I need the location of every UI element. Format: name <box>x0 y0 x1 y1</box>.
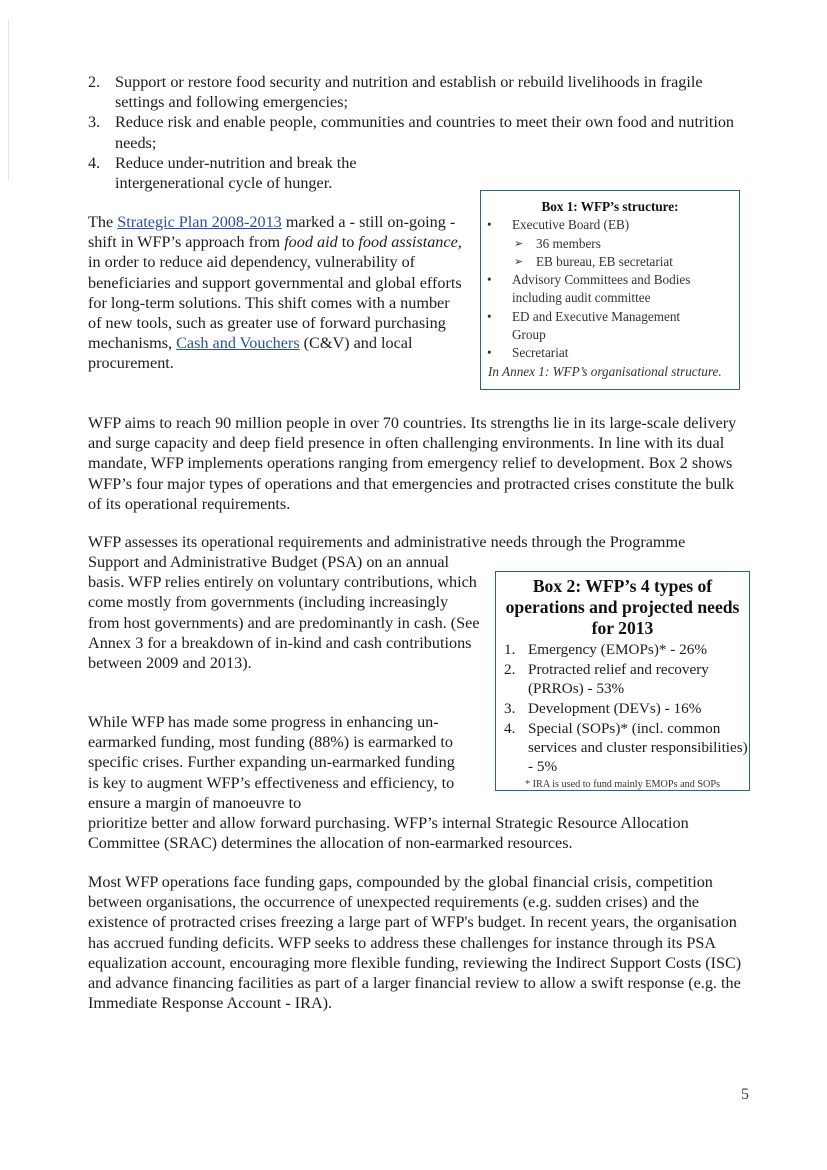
list-number: 4. <box>504 720 516 737</box>
list-text: Support or restore food security and nutrition and establish or rebuild livelihoods in fragile settings and following emergencies; <box>115 73 703 112</box>
structure-item <box>481 271 712 308</box>
operation-type-item <box>496 640 749 659</box>
operation-type-item <box>496 699 749 718</box>
list-number: 2. <box>88 73 101 91</box>
operation-type-text: Development (DEVs) - 16% <box>528 700 702 717</box>
list-number: 4. <box>88 153 101 172</box>
list-text: Reduce risk and enable people, communities and countries to meet their own food and nutrition needs; <box>115 113 735 152</box>
box-wfp-structure <box>480 190 740 390</box>
funding-paragraph: While WFP has made some progress in enhancing un-earmarked funding, most funding (88%) is earmarked to specific crises. Further expanding un-earmarked funding is key to augment WFP’s effectiveness and efficiency, to ensure a margin of manoeuvre to <box>88 713 455 812</box>
funding-gaps-paragraph: Most WFP operations face funding gaps, compounded by the global financial crisis, competition between organisations, the occurrence of unexpected requirements (e.g. sudden crises) and the existence of protracted crises freezing a large part of WFP's budget. In recent years, the organisation has accrued funding deficits. WFP seeks to address these challenges for instance through its PSA equalization account, encouraging more flexible funding, reviewing the Indirect Support Costs (ISC) and advance financing facilities as part of a larger financial review to allow a swift response (e.g. the Immediate Response Account - IRA). <box>88 873 742 1013</box>
text-run: marked a - still on-going - shift in WFP’s approach from <box>88 213 456 252</box>
box-title: Box 2: WFP’s 4 types of operations and projected needs for 2013 <box>505 576 740 638</box>
list-number: 3. <box>504 700 516 717</box>
structure-item-text: Executive Board (EB) <box>512 217 630 233</box>
page-number: 5 <box>741 1086 749 1103</box>
box-title: Box 1: WFP’s structure: <box>541 199 679 214</box>
operation-type-item <box>496 719 749 776</box>
structure-item <box>481 216 739 234</box>
structure-item <box>481 308 712 345</box>
structure-item-text: 36 members <box>536 235 601 251</box>
operation-types-list <box>496 640 749 776</box>
objectives-list <box>88 72 748 193</box>
funding-paragraph-continued: prioritize better and allow forward purchasing. WFP’s internal Strategic Resource Allocation Committee (SRAC) determines the allocation of non-earmarked resources. <box>88 814 689 853</box>
operation-type-text: Special (SOPs)* (incl. common services and cluster responsibilities) - 5% <box>528 720 748 775</box>
text-run: (C&V) and local procurement. <box>88 334 413 373</box>
structure-item-text: Advisory Committees and Bodies including audit committee <box>512 272 691 306</box>
bullet-icon: • <box>487 272 492 288</box>
operations-paragraph: WFP aims to reach 90 million people in over 70 countries. Its strengths lie in its large-scale delivery and surge capacity and deep field presence in often challenging environments. In line with its dual mandate, WFP implements operations ranging from emergency relief to development. Box 2 shows WFP’s four major types of operations and that emergencies and protracted crises constitute the bulk of its operational requirements. <box>88 414 737 513</box>
list-number: 1. <box>504 641 516 658</box>
structure-item-text: ED and Executive Management Group <box>512 308 681 343</box>
operation-type-text: Protracted relief and recovery (PRROs) - 53% <box>528 661 709 697</box>
list-item <box>88 72 748 112</box>
structure-item-text: EB bureau, EB secretariat <box>536 253 673 269</box>
operation-type-text: Emergency (EMOPs)* - 26% <box>528 641 707 658</box>
text-run: in order to reduce aid dependency, vulnerability of beneficiaries and support governmental and global efforts for long-term solutions. This shift comes with a number of new tools, such as greater use of forward purchasing mechanisms, <box>88 253 462 353</box>
operation-type-item <box>496 660 749 698</box>
bullet-icon: • <box>487 308 492 324</box>
budget-paragraph: Support and Administrative Budget (PSA) on an annual basis. WFP relies entirely on voluntary contributions, which come mostly from governments (including increasingly from host governments) and are predominantly in cash. (See Annex 3 for a breakdown of in-kind and cash contributions between 2009 and 2013). <box>88 553 480 673</box>
list-number: 2. <box>504 661 516 678</box>
list-text: Reduce under-nutrition and break the intergenerational cycle of hunger. <box>115 153 357 193</box>
box-footer: In Annex 1: WFP’s organisational structure. <box>488 363 722 379</box>
structure-subitem <box>481 253 739 271</box>
arrow-bullet-icon: ➢ <box>514 237 524 250</box>
scan-margin-line <box>8 20 9 180</box>
strategic-plan-paragraph <box>88 212 466 374</box>
budget-paragraph-line: WFP assesses its operational requirements and administrative needs through the Programme <box>88 533 686 551</box>
structure-list <box>481 216 739 362</box>
cash-and-vouchers-link[interactable]: Cash and Vouchers <box>176 334 300 353</box>
structure-item-text: Secretariat <box>512 345 569 361</box>
list-number: 3. <box>88 113 101 132</box>
box-footnote: * IRA is used to fund mainly EMOPs and SOPs <box>525 779 720 790</box>
bullet-icon: • <box>487 345 492 361</box>
box-operation-types <box>495 571 750 791</box>
text-run: to <box>337 233 359 252</box>
arrow-bullet-icon: ➢ <box>514 255 524 268</box>
italic-term: food aid <box>284 233 338 252</box>
structure-subitem <box>481 235 739 253</box>
list-item <box>88 153 405 193</box>
italic-term: food assistance, <box>358 233 462 252</box>
text-run: The <box>88 213 118 231</box>
structure-item <box>481 344 739 362</box>
list-item <box>88 112 748 152</box>
bullet-icon: • <box>487 217 492 233</box>
strategic-plan-link[interactable]: Strategic Plan 2008-2013 <box>117 213 282 231</box>
